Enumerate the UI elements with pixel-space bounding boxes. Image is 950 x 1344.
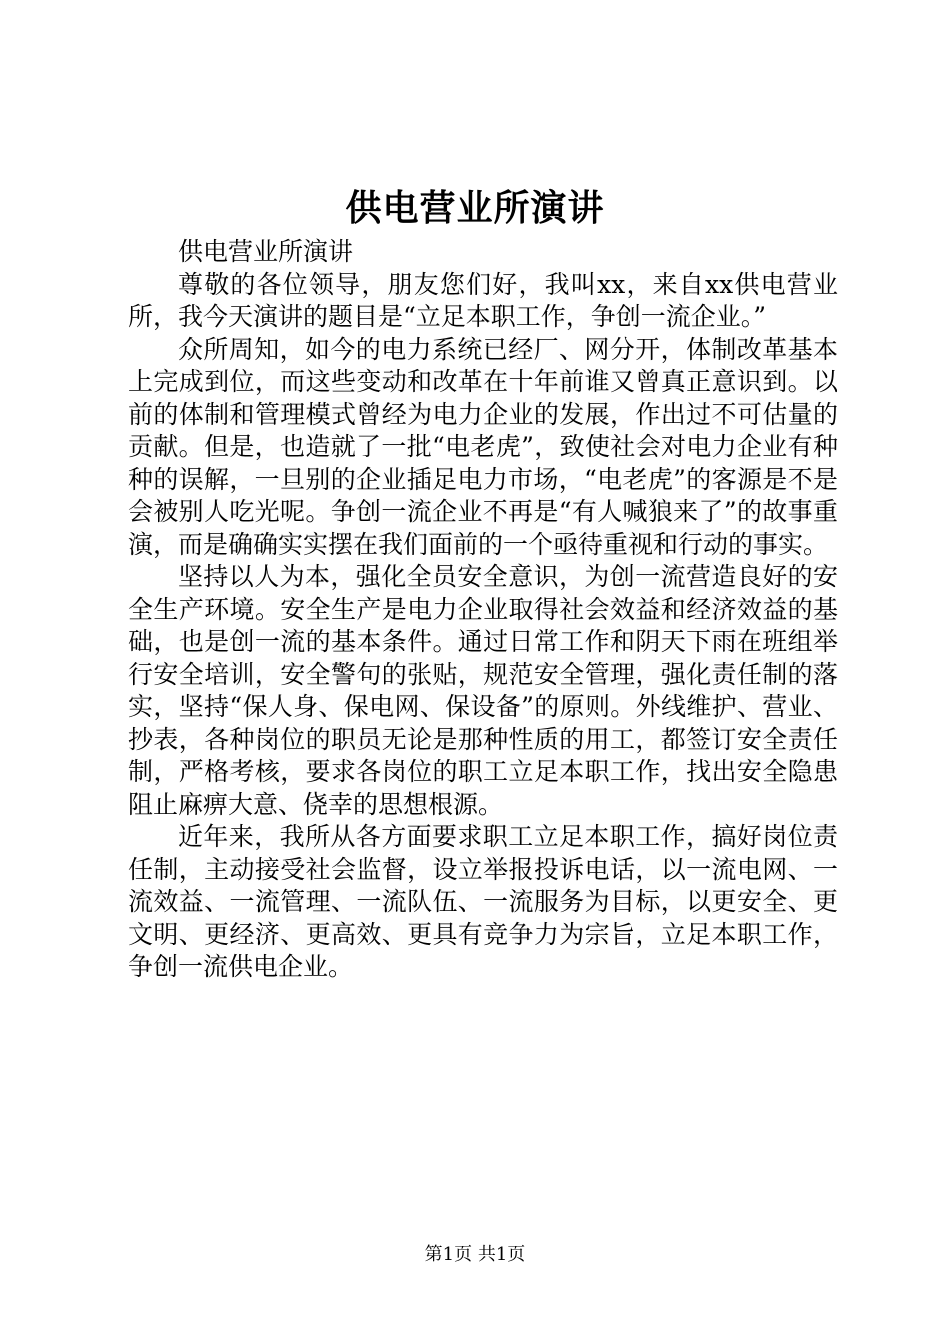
- paragraph-safety: 坚持以人为本，强化全员安全意识，为创一流营造良好的安全生产环境。安全生产是电力企业取得社会效益和经济效益的基础，也是创一流的基本条件。通过日常工作和阴天下雨在班组举行安全培训，安全警句的张贴，规范安全管理，强化责任制的落实，坚持“保人身、保电网、保设备”的原则。外线维护、营业、抄表，各种岗位的职员无论是那种性质的用工，都签订安全责任制，严格考核，要求各岗位的职工立足本职工作，找出安全隐患阻止麻痹大意、侥幸的思想根源。: [128, 562, 838, 819]
- document-title: 供电营业所演讲: [345, 187, 605, 229]
- paragraph-greeting: 尊敬的各位领导，朋友您们好，我叫xx，来自xx供电营业所，我今天演讲的题目是“立足本职工作，争创一流企业。”: [128, 269, 838, 331]
- paragraph-reform: 众所周知，如今的电力系统已经厂、网分开，体制改革基本上完成到位，而这些变动和改革在十年前谁又曾真正意识到。以前的体制和管理模式曾经为电力企业的发展，作出过不可估量的贡献。但是，也造就了一批“电老虎”，致使社会对电力企业有种种的误解，一旦别的企业插足电力市场，“电老虎”的客源是不是会被别人吃光呢。争创一流企业不再是“有人喊狼来了”的故事重演，而是确确实实摆在我们面前的一个亟待重视和行动的事实。: [128, 334, 838, 559]
- paragraph-subtitle: 供电营业所演讲: [178, 237, 354, 266]
- document-body: [128, 236, 838, 984]
- page-number-footer: 第1页 共1页: [424, 1244, 526, 1265]
- paragraph-conclusion: 近年来，我所从各方面要求职工立足本职工作，搞好岗位责任制，主动接受社会监督，设立举报投诉电话，以一流电网、一流效益、一流管理、一流队伍、一流服务为目标，以更安全、更文明、更经济、更高效、更具有竞争力为宗旨，立足本职工作，争创一流供电企业。: [128, 822, 838, 981]
